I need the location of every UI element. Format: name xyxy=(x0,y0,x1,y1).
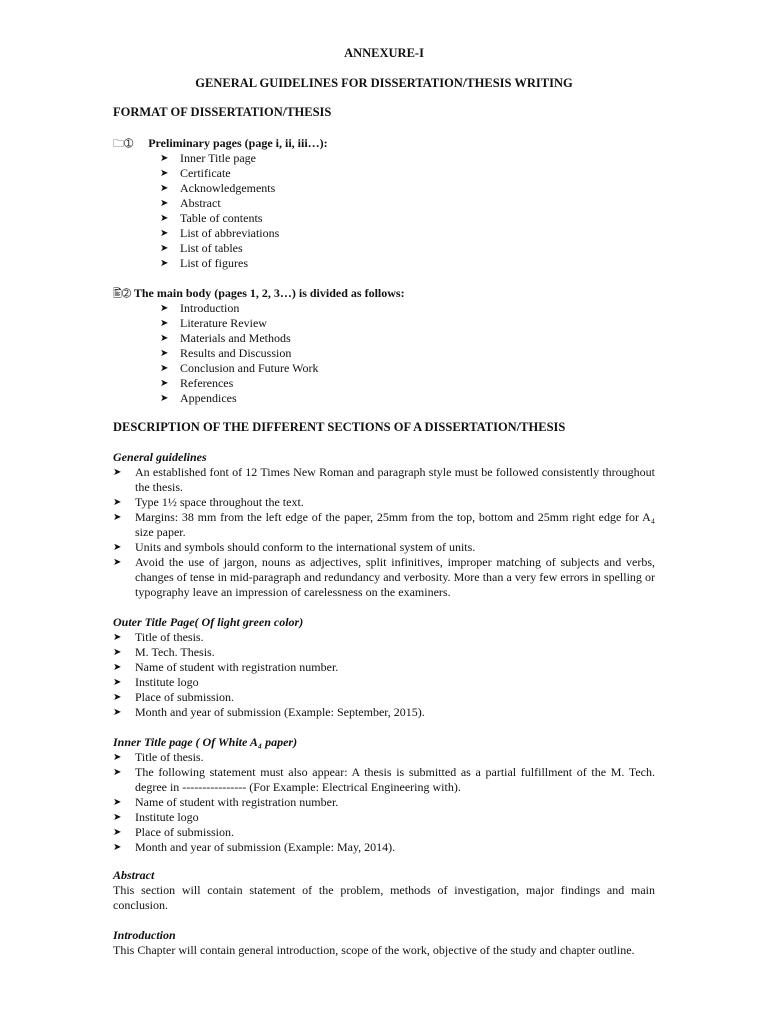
outer-title-heading: Outer Title Page( Of light green color) xyxy=(113,615,304,629)
list-item: ➤ Abstract xyxy=(160,196,279,211)
introduction-heading: Introduction xyxy=(113,928,176,942)
annexure-label: ANNEXURE-I xyxy=(344,46,424,60)
list-item: ➤ Name of student with registration number. xyxy=(113,795,655,810)
list-item: ➤ Acknowledgements xyxy=(160,181,279,196)
list-item: ➤ Place of submission. xyxy=(113,690,655,705)
abstract-paragraph: This section will contain statement of the problem, methods of investigation, major findings and main conclusion. xyxy=(113,883,655,912)
preliminary-heading-row xyxy=(113,136,328,151)
introduction-paragraph: This Chapter will contain general introduction, scope of the work, objective of the study and chapter outline. xyxy=(113,943,635,957)
list-item: ➤ References xyxy=(160,376,318,391)
list-item: ➤ Name of student with registration number. xyxy=(113,660,655,675)
list-item: ➤ Title of thesis. xyxy=(113,630,655,645)
page-title: GENERAL GUIDELINES FOR DISSERTATION/THESIS WRITING xyxy=(195,76,573,90)
abstract-text xyxy=(113,883,655,913)
list-item: ➤ Materials and Methods xyxy=(160,331,318,346)
inner-title-list xyxy=(113,750,655,855)
folder-icon: 🗀➀ xyxy=(113,137,134,150)
main-body-heading: The main body (pages 1, 2, 3…) is divided as follows: xyxy=(133,286,405,300)
list-item: ➤ Results and Discussion xyxy=(160,346,318,361)
outer-title-list xyxy=(113,630,655,720)
list-item: ➤ Month and year of submission (Example: May, 2014). xyxy=(113,840,655,855)
list-item: ➤ An established font of 12 Times New Roman and paragraph style must be followed consistently throughout the thesis. xyxy=(113,465,655,495)
list-item: ➤ List of figures xyxy=(160,256,279,271)
list-item: ➤ M. Tech. Thesis. xyxy=(113,645,655,660)
preliminary-heading: Preliminary pages (page i, ii, iii…): xyxy=(148,136,328,150)
list-item: ➤ Certificate xyxy=(160,166,279,181)
list-item: ➤ Institute logo xyxy=(113,675,655,690)
main-body-list xyxy=(160,301,318,406)
inner-title-heading: Inner Title page ( Of White A₄ paper) xyxy=(113,735,298,749)
list-item: ➤ Type 1½ space throughout the text. xyxy=(113,495,655,510)
general-guidelines-heading: General guidelines xyxy=(113,450,207,464)
list-item: ➤ The following statement must also appear: A thesis is submitted as a partial fulfillment of the M. Tech. degree in ---------------- (For Example: Electrical Engineering with). xyxy=(113,765,655,795)
list-item: ➤ Literature Review xyxy=(160,316,318,331)
format-heading: FORMAT OF DISSERTATION/THESIS xyxy=(113,105,332,119)
introduction-text xyxy=(113,943,655,958)
list-item: ➤ Institute logo xyxy=(113,810,655,825)
list-item: ➤ Avoid the use of jargon, nouns as adjectives, split infinitives, improper matching of subjects and verbs, changes of tense in mid-paragraph and redundancy and verbosity. More than a very few errors in spelling or typography leave an impression of carelessness on the examiners. xyxy=(113,555,655,600)
preliminary-list xyxy=(160,151,279,271)
list-item: ➤ Units and symbols should conform to the international system of units. xyxy=(113,540,655,555)
description-heading: DESCRIPTION OF THE DIFFERENT SECTIONS OF A DISSERTATION/THESIS xyxy=(113,420,566,434)
document-icon: 🖺➁ xyxy=(113,287,132,300)
list-item: ➤ Place of submission. xyxy=(113,825,655,840)
list-item: ➤ Margins: 38 mm from the left edge of the paper, 25mm from the top, bottom and 25mm right edge for A₄ size paper. xyxy=(113,510,655,540)
list-item: ➤ Conclusion and Future Work xyxy=(160,361,318,376)
list-item: ➤ Appendices xyxy=(160,391,318,406)
list-item: ➤ Introduction xyxy=(160,301,318,316)
main-body-heading-row xyxy=(113,286,405,301)
abstract-heading: Abstract xyxy=(113,868,155,882)
list-item: ➤ Table of contents xyxy=(160,211,279,226)
list-item: ➤ Inner Title page xyxy=(160,151,279,166)
general-guidelines-list xyxy=(113,465,655,600)
list-item: ➤ List of tables xyxy=(160,241,279,256)
list-item: ➤ List of abbreviations xyxy=(160,226,279,241)
list-item: ➤ Title of thesis. xyxy=(113,750,655,765)
list-item: ➤ Month and year of submission (Example: September, 2015). xyxy=(113,705,655,720)
